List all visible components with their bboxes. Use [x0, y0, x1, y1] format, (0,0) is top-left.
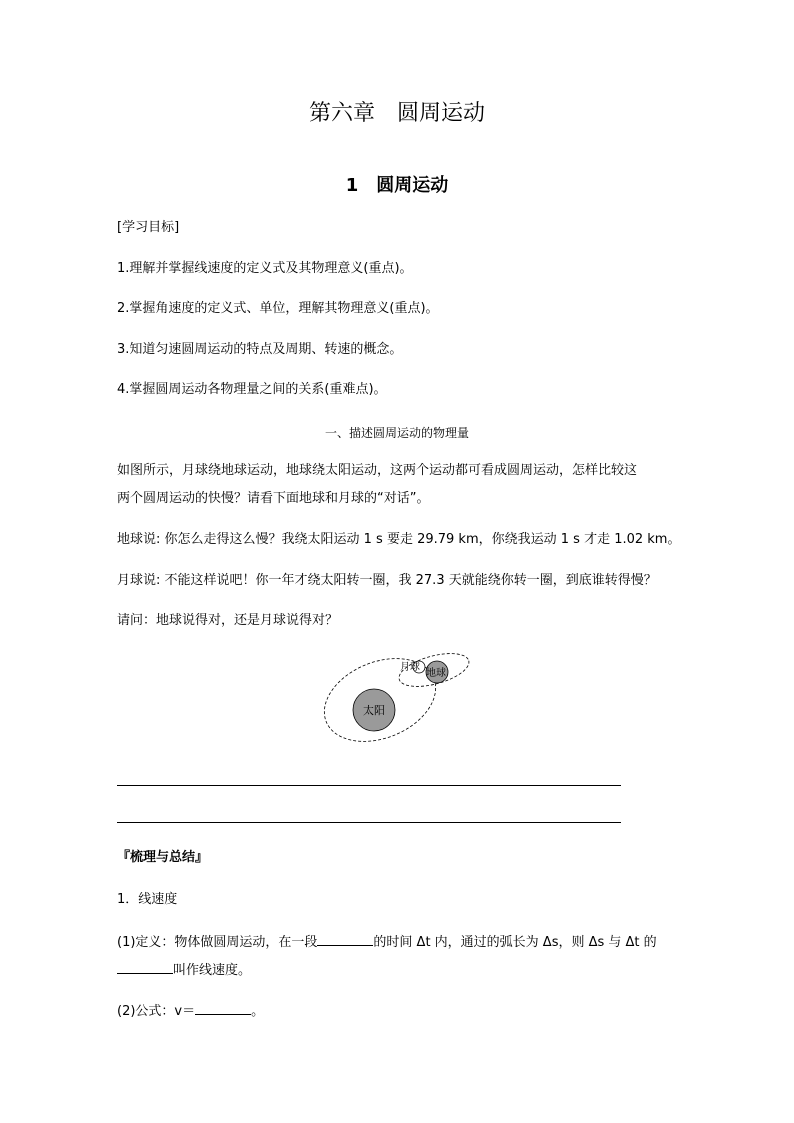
intro-paragraph-line: 两个圆周运动的快慢？请看下面地球和月球的“对话”。: [117, 491, 430, 506]
objective-item: 4.掌握圆周运动各物理量之间的关系(重难点)。: [117, 382, 387, 397]
fill-blank[interactable]: [317, 931, 373, 946]
intro-paragraph-line: 如图所示，月球绕地球运动，地球绕太阳运动，这两个运动都可看成圆周运动，怎样比较这: [117, 463, 638, 478]
fill-blank[interactable]: [195, 1000, 251, 1015]
item-heading-linear-velocity: 1．线速度: [117, 892, 178, 907]
fill-blank[interactable]: [117, 959, 173, 974]
definition-text: 叫作线速度。: [173, 963, 252, 978]
chapter-title: 第六章 圆周运动: [308, 101, 485, 126]
objective-item: 1.理解并掌握线速度的定义式及其物理意义(重点)。: [117, 261, 413, 276]
earth-label: 地球: [426, 668, 446, 679]
answer-line[interactable]: [117, 785, 621, 786]
definition-text: 的时间 Δt 内，通过的弧长为 Δs，则 Δs 与 Δt 的: [373, 935, 657, 950]
section-title: 1 圆周运动: [345, 175, 449, 196]
moon-dialogue: 月球说: 不能这样说吧！你一年才绕太阳转一圈，我 27.3 天就能绕你转一圈，到底谁转得慢？: [117, 573, 657, 588]
objectives-heading: [学习目标]: [117, 220, 180, 235]
orbit-figure: [318, 648, 478, 752]
question-text: 请问：地球说得对，还是月球说得对？: [117, 613, 339, 628]
objective-item: 3.知道匀速圆周运动的特点及周期、转速的概念。: [117, 342, 403, 357]
answer-line[interactable]: [117, 822, 621, 823]
objective-item: 2.掌握角速度的定义式、单位，理解其物理意义(重点)。: [117, 301, 439, 316]
definition-line: [117, 931, 657, 953]
subsection-heading: 一、描述圆周运动的物理量: [324, 426, 469, 440]
definition-text: (1)定义：物体做圆周运动，在一段: [117, 935, 318, 950]
summary-heading: 『梳理与总结』: [117, 850, 209, 865]
formula-text: (2)公式：v＝: [117, 1004, 196, 1019]
moon-label: 月球: [400, 662, 420, 673]
earth-dialogue: 地球说: 你怎么走得这么慢？我绕太阳运动 1 s 要走 29.79 km，你绕我运动 1 s 才走 1.02 km。: [117, 532, 681, 547]
formula-text: 。: [251, 1004, 265, 1019]
orbit-diagram: [318, 648, 478, 748]
formula-line: [117, 1000, 264, 1022]
definition-line: [117, 959, 251, 981]
sun-label: 太阳: [363, 704, 385, 717]
